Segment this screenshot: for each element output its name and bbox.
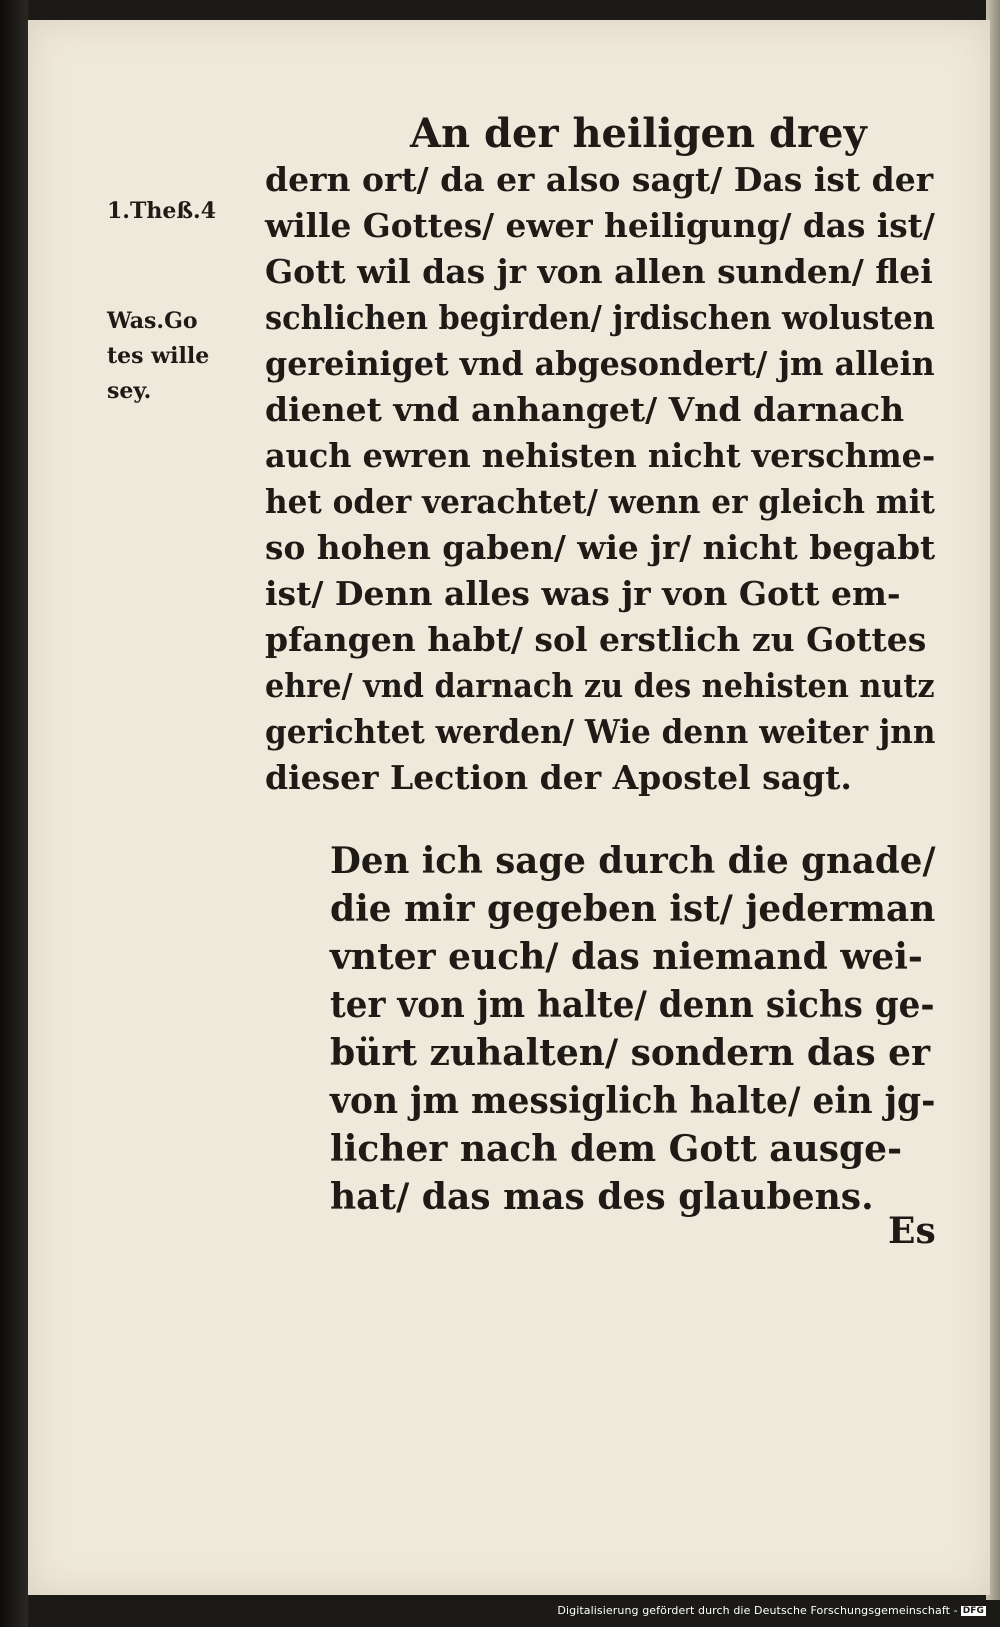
- text-line: ist/ Denn alles was jr von Gott em-: [265, 574, 901, 613]
- text-line: wille Gottes/ ewer heiligung/ das ist/: [265, 206, 935, 245]
- sidenote-topic-line: Was.Go: [107, 308, 198, 334]
- credit-text: Digitalisierung gefördert durch die Deutsche Forschungsgemeinschaft -: [557, 1604, 958, 1617]
- text-line: gereiniget vnd abgesondert/ jm allein: [265, 344, 935, 383]
- passage-line: ter von jm halte/ denn sichs ge-: [330, 984, 935, 1026]
- text-line: Gott wil das jr von allen sunden/ flei: [265, 252, 933, 291]
- sidenote-topic-line: tes wille: [107, 343, 210, 369]
- text-line: dieser Lection der Apostel sagt.: [265, 758, 852, 797]
- text-line: pfangen habt/ sol erstlich zu Gottes: [265, 620, 927, 659]
- book-gutter-shadow: [0, 0, 28, 1627]
- passage-line: vnter euch/ das niemand wei-: [330, 936, 923, 978]
- running-header: An der heiligen drey: [410, 110, 867, 157]
- text-line: het oder verachtet/ wenn er gleich mit: [265, 482, 935, 521]
- text-line: ehre/ vnd darnach zu des nehisten nutz: [265, 666, 935, 705]
- catchword: Es: [888, 1210, 936, 1252]
- passage-line: die mir gegeben ist/ jederman: [330, 888, 936, 930]
- sidenote-topic-line: sey.: [107, 378, 152, 404]
- text-line: so hohen gaben/ wie jr/ nicht begabt: [265, 528, 936, 567]
- passage-line: hat/ das mas des glaubens.: [330, 1176, 874, 1218]
- text-line: schlichen begirden/ jrdischen wolusten: [265, 298, 935, 337]
- dfg-logo: DFG: [962, 1606, 984, 1616]
- passage-line: licher nach dem Gott ausge-: [330, 1128, 903, 1170]
- passage-line: Den ich sage durch die gnade/: [330, 840, 936, 882]
- passage-line: von jm messiglich halte/ ein jg-: [330, 1080, 936, 1122]
- passage-line: bürt zuhalten/ sondern das er: [330, 1032, 931, 1074]
- text-line: gerichtet werden/ Wie denn weiter jnn: [265, 712, 936, 751]
- text-line: dern ort/ da er also sagt/ Das ist der: [265, 160, 934, 199]
- text-line: auch ewren nehisten nicht verschme-: [265, 436, 936, 475]
- sidenote-reference: 1.Theß.4: [107, 198, 217, 224]
- digitization-credit: [557, 1604, 986, 1617]
- text-line: dienet vnd anhanget/ Vnd darnach: [265, 390, 905, 429]
